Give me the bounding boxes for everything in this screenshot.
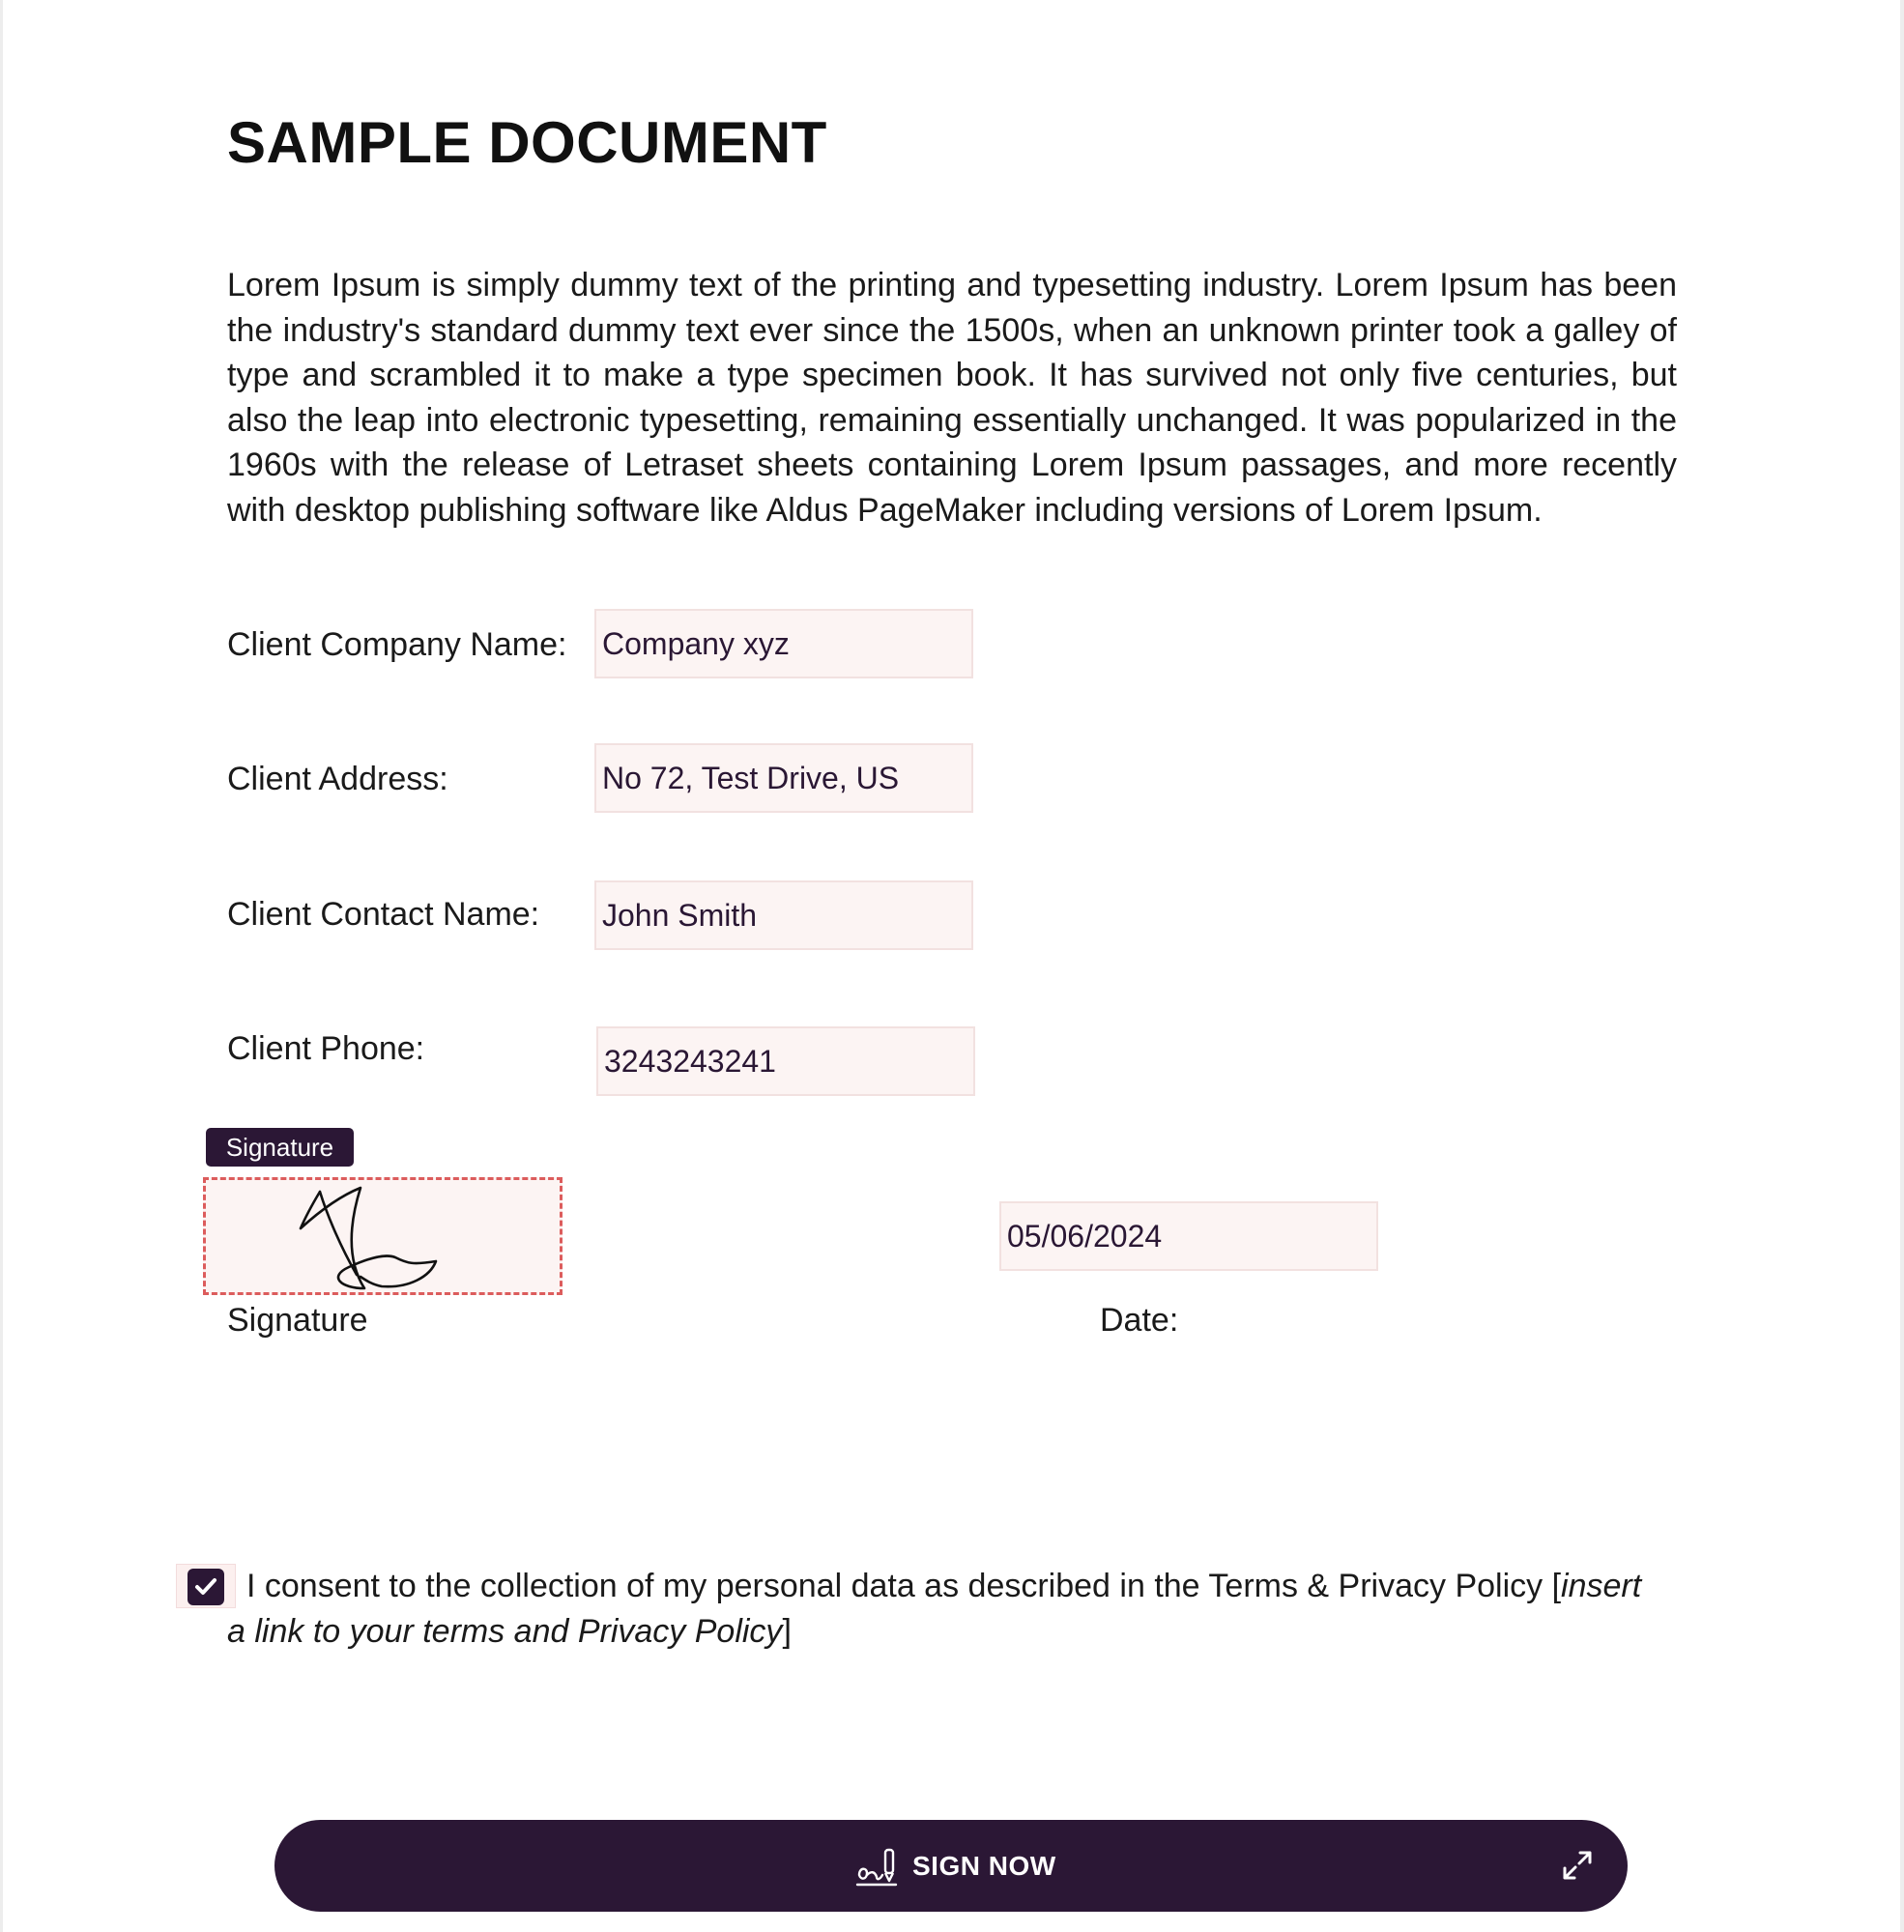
client-phone-input[interactable] [596,1026,975,1096]
client-address-label: Client Address: [227,761,448,797]
company-name-input[interactable] [594,609,973,678]
contact-name-label: Client Contact Name: [227,896,540,933]
check-icon [188,1569,224,1605]
consent-text [227,1564,1648,1655]
consent-statement: I consent to the collection of my personal data as described in the Terms & Privacy Policy [246,1568,1543,1604]
date-caption: Date: [1100,1302,1179,1339]
signature-pen-icon [855,1846,900,1887]
contact-name-input[interactable] [594,880,973,950]
signature-drawing [206,1180,560,1292]
page-edge-left [0,0,3,1932]
expand-icon[interactable] [1560,1848,1595,1883]
page-edge-right [1900,0,1904,1932]
terms-link-placeholder: insert a link to your terms and Privacy Policy [227,1568,1642,1650]
sign-now-label: SIGN NOW [912,1851,1056,1881]
signature-box[interactable] [203,1177,563,1295]
document-title: SAMPLE DOCUMENT [227,110,827,175]
date-input[interactable] [999,1201,1378,1271]
company-name-label: Client Company Name: [227,626,567,663]
bracket-close: ] [782,1613,792,1650]
bracket-open: [ [1551,1568,1562,1604]
client-phone-label: Client Phone: [227,1030,425,1067]
signature-caption: Signature [227,1302,368,1339]
client-address-input[interactable] [594,743,973,813]
checkbox-checked-indicator [188,1569,224,1605]
document-body-text: Lorem Ipsum is simply dummy text of the printing and typesetting industry. Lorem Ipsum has been the industry's standard dummy text ever since the 1500s, when an unknown printer took a galley of type and scrambled it to make a type specimen book. It has survived not only five centuries, but also the leap into electronic typesetting, remaining essentially unchanged. It was popularized in the 1960s with the release of Letraset sheets containing Lorem Ipsum passages, and more recently with desktop publishing software like Aldus PageMaker including versions of Lorem Ipsum. [227,267,1677,529]
sign-now-button[interactable] [274,1820,1628,1912]
signature-field-tag: Signature [206,1128,354,1167]
